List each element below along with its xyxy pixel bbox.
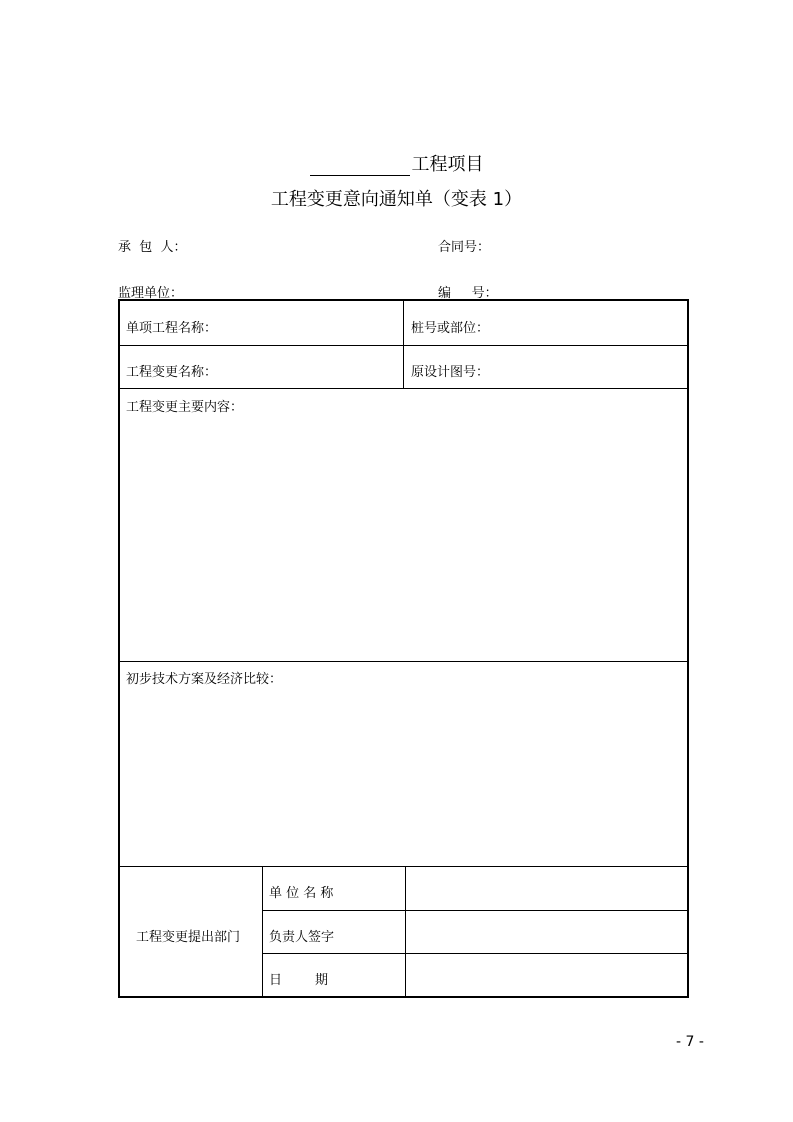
project-name-blank[interactable] (310, 157, 410, 176)
change-notice-form (118, 299, 689, 998)
row-divider (262, 910, 689, 911)
page-number: - 7 - (676, 1034, 704, 1050)
column-divider (403, 301, 404, 388)
contract-no-label: 合同号： (438, 240, 491, 255)
row-divider (120, 866, 687, 867)
project-title (0, 150, 793, 176)
item-name-label: 单项工程名称： (126, 321, 218, 336)
serial-no-label: 编 号： (438, 286, 498, 301)
project-title-suffix: 工程项目 (411, 154, 484, 175)
responsible-label: 负责人签字 (269, 930, 335, 945)
change-name-label: 工程变更名称： (126, 365, 218, 380)
dept-label: 工程变更提出部门 (136, 930, 241, 945)
form-title: 工程变更意向通知单（变表 1） (270, 189, 523, 210)
date-label: 日 期 (269, 973, 329, 988)
supervisor-label: 监理单位： (118, 286, 184, 301)
drawing-no-label: 原设计图号： (411, 365, 490, 380)
station-label: 桩号或部位： (411, 321, 490, 336)
unit-name-label: 单 位 名 称 (269, 886, 334, 901)
main-content-label: 工程变更主要内容： (126, 400, 244, 415)
column-divider (262, 866, 263, 996)
row-divider (262, 953, 689, 954)
tech-plan-label: 初步技术方案及经济比较： (126, 672, 283, 687)
row-divider (120, 661, 687, 662)
column-divider (405, 866, 406, 996)
contractor-label: 承 包 人： (118, 240, 187, 255)
row-divider (120, 388, 687, 389)
